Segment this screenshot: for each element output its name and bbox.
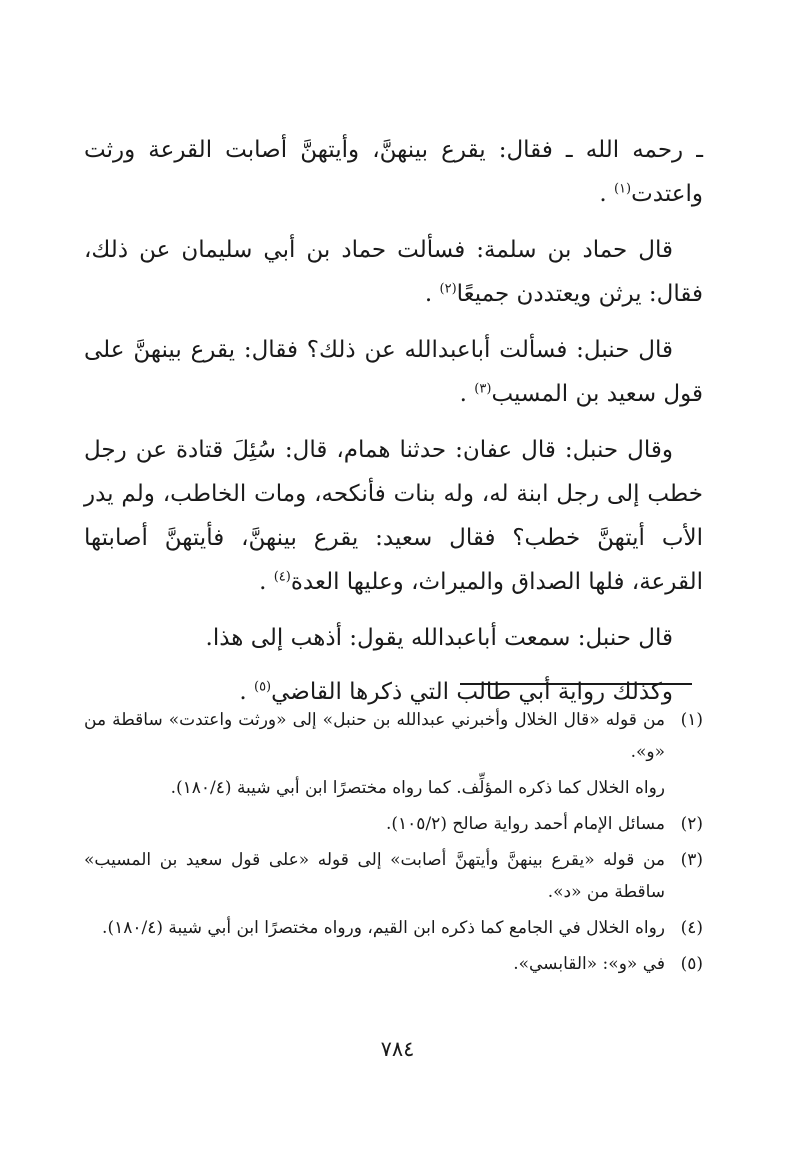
footnote-number: (٣) [680, 850, 703, 870]
footnote-text: من قوله «قال الخلال وأخبرني عبدالله بن حنبل» إلى «ورثت واعتدت» ساقطة من «و». [84, 710, 665, 762]
footnote-ref-3[interactable]: (٣) [474, 381, 492, 397]
paragraph-4: وقال حنبل: قال عفان: حدثنا همام، قال: سُئِلَ قتادة عن رجل خطب إلى رجل ابنة له، وله بنات فأنكحه، ومات الخاطب، ولم يدر الأب أيتهنَّ خطب؟ فقال سعيد: يقرع بينهنَّ، فأيتهنَّ أصابتها القرعة، فلها الصداق والميراث، وعليها العدة$^{(٤)}$ . [84, 437, 703, 595]
footnote-ref-2[interactable]: (٢) [439, 281, 457, 297]
paragraph-5: قال حنبل: سمعت أباعبدالله يقول: أذهب إلى هذا. [205, 625, 673, 651]
paragraph-1: ـ رحمه الله ـ فقال: يقرع بينهنَّ، وأيتهنَّ أصابت القرعة ورثت واعتدت$^{(١)}$ . [84, 137, 703, 207]
footnote-text: مسائل الإمام أحمد رواية صالح (١٠٥/٢). [386, 814, 665, 834]
footnote-separator [460, 683, 692, 685]
page-number: ٧٨٤ [380, 1037, 415, 1061]
footnote-number: (٥) [680, 954, 703, 974]
footnote-1-continuation: رواه الخلال كما ذكره المؤلِّف. كما رواه مختصرًا ابن أبي شيبة (١٨٠/٤). [170, 778, 665, 798]
footnote-text: رواه الخلال في الجامع كما ذكره ابن القيم، ورواه مختصرًا ابن أبي شيبة (١٨٠/٤). [102, 918, 665, 938]
paragraph-3: قال حنبل: فسألت أباعبدالله عن ذلك؟ فقال: يقرع بينهنَّ على قول سعيد بن المسيب$^{(٣)}$ . [84, 337, 703, 407]
paragraph-2: قال حماد بن سلمة: فسألت حماد بن أبي سليمان عن ذلك، فقال: يرثن ويعتددن جميعًا$^{(٢)}$ . [84, 237, 703, 307]
footnote-ref-5[interactable]: (٥) [253, 679, 272, 695]
footnote-1 [84, 704, 703, 768]
footnote-ref-1[interactable]: (١) [613, 181, 632, 197]
main-text [84, 128, 703, 724]
footnotes [84, 704, 703, 984]
footnote-5 [84, 948, 703, 980]
footnote-2 [84, 808, 703, 840]
footnote-number: (١) [680, 710, 703, 730]
footnote-number: (٤) [680, 918, 703, 938]
footnote-text: في «و»: «القابسي». [513, 954, 665, 974]
footnote-number: (٢) [680, 814, 703, 834]
paragraph-6: وكذلك رواية أبي طالب التي ذكرها القاضي$^{(٥)}$ . [239, 679, 673, 705]
footnote-text: من قوله «يقرع بينهنَّ وأيتهنَّ أصابت» إلى قوله «على قول سعيد بن المسيب» ساقطة من «د». [84, 850, 665, 902]
footnote-4 [84, 912, 703, 944]
footnote-ref-4[interactable]: (٤) [273, 569, 291, 585]
footnote-3 [84, 844, 703, 908]
